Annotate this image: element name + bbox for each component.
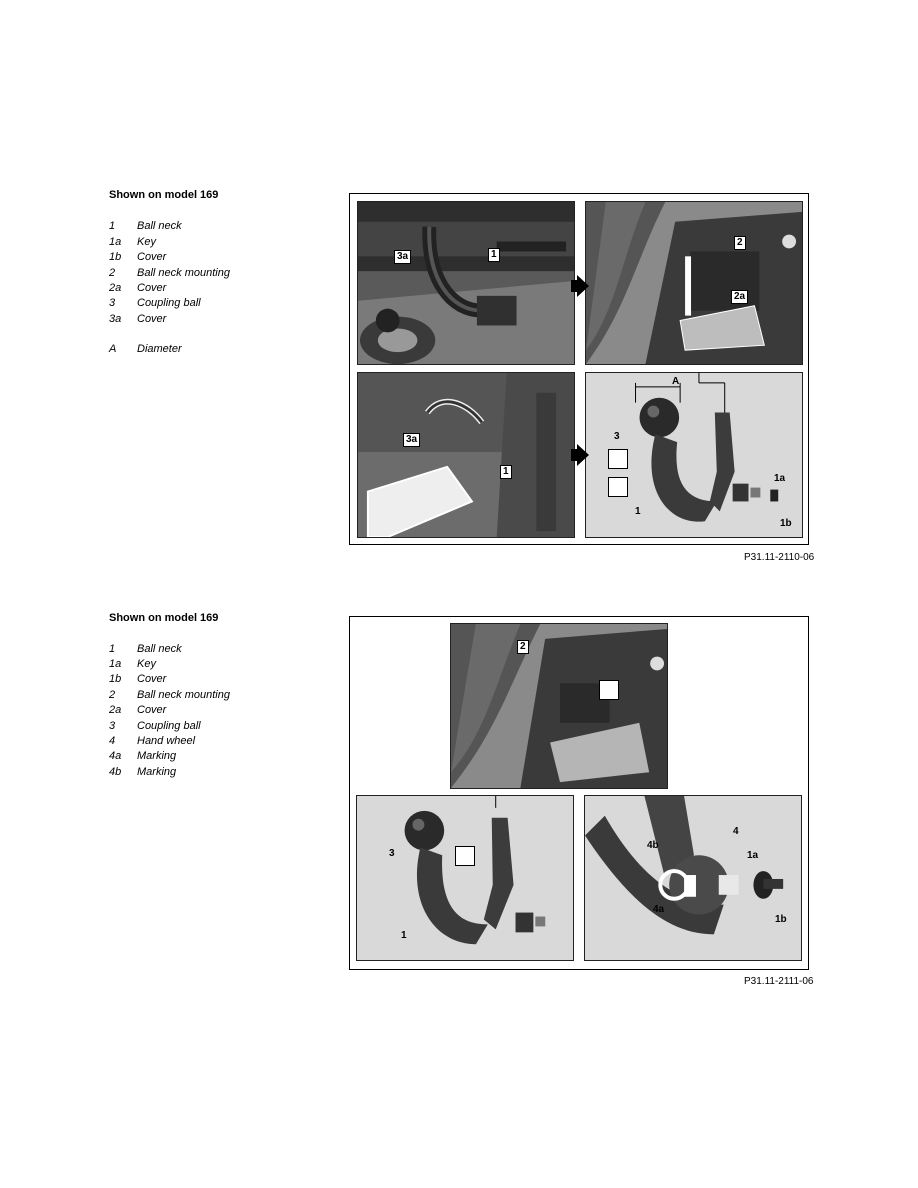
callout-1b: 1b (780, 518, 792, 529)
photo-wheel-arch (450, 623, 668, 789)
legend-title-1: Shown on model 169 (109, 189, 219, 201)
legend-key: 2a (109, 282, 122, 294)
legend-key: 1b (109, 251, 122, 263)
figure-caption-1: P31.11-2110-06 (744, 552, 815, 563)
legend-desc: Cover (137, 251, 167, 263)
callout-1: 1 (635, 506, 641, 517)
callout-2a: 2a (731, 290, 748, 304)
hand-wheel-drawing (584, 795, 802, 961)
symbol-triangle-icon (608, 477, 628, 497)
legend-desc: Ball neck mounting (137, 267, 230, 279)
legend-key: 1a (109, 236, 122, 248)
hand-wheel-illustration (585, 796, 801, 960)
photo-boot (357, 372, 575, 538)
legend-key: 2 (109, 267, 116, 279)
legend-key: 4 (109, 735, 116, 747)
legend-desc: Key (137, 658, 156, 670)
ball-neck-drawing (356, 795, 574, 961)
legend-key: 3 (109, 297, 116, 309)
legend-title-2: Shown on model 169 (109, 612, 219, 624)
legend-desc: Coupling ball (137, 297, 201, 309)
legend-desc: Cover (137, 673, 167, 685)
callout-3a: 3a (394, 250, 411, 264)
wheel-arch-illustration (451, 624, 667, 788)
legend-desc: Ball neck mounting (137, 689, 230, 701)
legend-desc: Ball neck (137, 220, 182, 232)
legend-key: 2a (109, 704, 122, 716)
legend-desc: Marking (137, 766, 177, 778)
photo-wheel-arch (585, 201, 803, 365)
symbol-release-icon (455, 846, 475, 866)
ball-neck-illustration (357, 796, 573, 960)
callout-3a: 3a (403, 433, 420, 447)
boot-illustration (358, 373, 574, 537)
legend-key: 4a (109, 750, 122, 762)
callout-4a: 4a (653, 904, 665, 915)
callout-1: 1 (401, 930, 407, 941)
legend-desc: Cover (137, 313, 167, 325)
legend-key: 3 (109, 720, 116, 732)
callout-1: 1 (500, 465, 512, 479)
wheel-arch-illustration (586, 202, 802, 364)
legend-desc: Cover (137, 704, 167, 716)
legend-key: 1a (109, 658, 122, 670)
callout-1b: 1b (775, 914, 787, 925)
symbol-release-icon (608, 449, 628, 469)
photo-under-car (357, 201, 575, 365)
callout-4: 4 (733, 826, 739, 837)
arrow-right-icon (577, 444, 589, 466)
figure-2 (349, 616, 809, 970)
legend-desc: Key (137, 236, 156, 248)
callout-2: 2 (734, 236, 746, 250)
arrow-right-icon (577, 275, 589, 297)
legend-desc: Coupling ball (137, 720, 201, 732)
legend-key: 1b (109, 673, 122, 685)
legend-desc: Hand wheel (137, 735, 196, 747)
callout-1a: 1a (774, 473, 786, 484)
ball-neck-drawing (585, 372, 803, 538)
legend-key: A (109, 343, 117, 355)
callout-1: 1 (488, 248, 500, 262)
legend-desc: Cover (137, 282, 167, 294)
callout-3: 3 (614, 431, 620, 442)
callout-1a: 1a (747, 850, 759, 861)
legend-desc: Diameter (137, 343, 182, 355)
legend-key: 1 (109, 643, 116, 655)
under-car-illustration (358, 202, 574, 364)
legend-key: 2 (109, 689, 116, 701)
legend-key: 4b (109, 766, 122, 778)
figure-1 (349, 193, 809, 545)
legend-key: 3a (109, 313, 122, 325)
callout-A: A (672, 376, 680, 387)
legend-key: 1 (109, 220, 116, 232)
callout-2: 2 (517, 640, 529, 654)
callout-3: 3 (389, 848, 395, 859)
legend-desc: Marking (137, 750, 177, 762)
legend-desc: Ball neck (137, 643, 182, 655)
figure-caption-2: P31.11-2111-06 (744, 976, 814, 987)
symbol-release-icon (599, 680, 619, 700)
callout-4b: 4b (647, 840, 659, 851)
